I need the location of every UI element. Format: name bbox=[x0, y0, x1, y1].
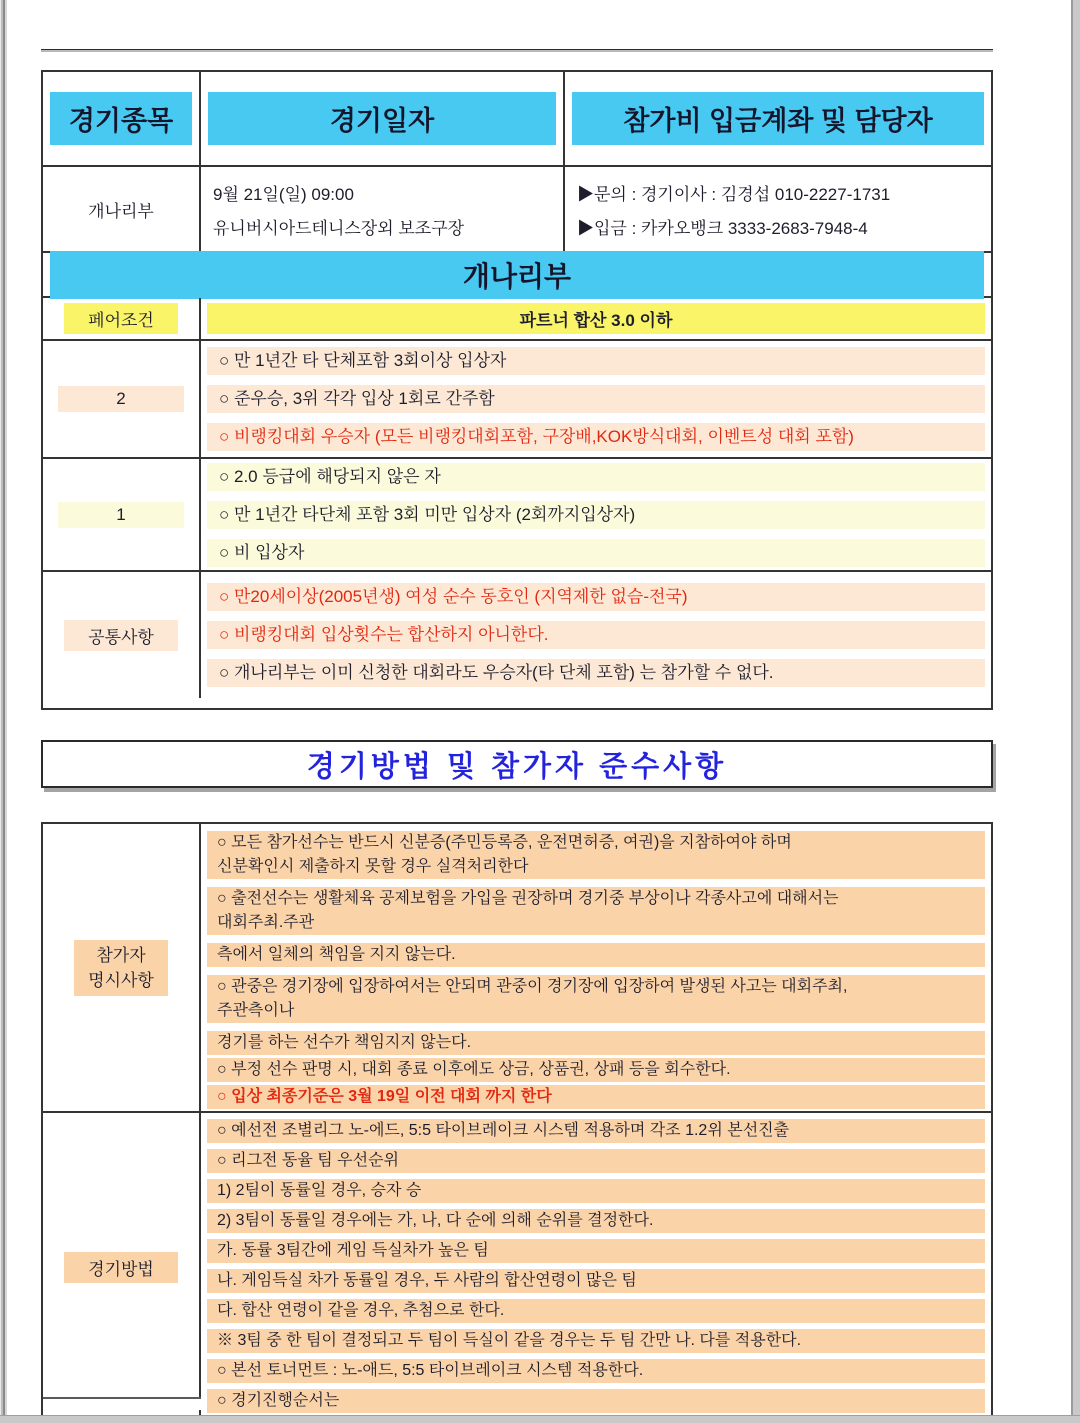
schedule-header-row bbox=[43, 72, 991, 165]
participant-line: ○ 모든 참가선수는 반드시 신분증(주민등록증, 운전면허증, 여권)을 지참하여야 하며 bbox=[207, 831, 985, 855]
contact-deposit: ▶입금 : 카카오뱅크 3333-2683-7948-4 bbox=[577, 218, 868, 238]
participant-lines-cell bbox=[199, 824, 991, 1111]
section-title: 경기방법 및 참가자 준수사항 bbox=[306, 750, 728, 783]
grade-2-label-cell bbox=[43, 341, 199, 457]
common-rules-item: ○ 개나리부는 이미 신청한 대회라도 우승자(타 단체 포함) 는 참가할 수 없다. bbox=[207, 659, 985, 687]
participant-line: ○ 부정 선수 판명 시, 대회 종료 이후에도 상금, 상품권, 상패 등을 회수한다. bbox=[207, 1058, 985, 1082]
header-fee-account bbox=[563, 72, 991, 165]
method-line: ※ 3팀 중 한 팀이 결정되고 두 팀이 득실이 같을 경우는 두 팀 간만 나. 다를 적용한다. bbox=[207, 1329, 985, 1353]
event-venue: 유니버시아드테니스장외 보조구장 bbox=[213, 218, 465, 238]
grade-2-label: 2 bbox=[58, 386, 183, 412]
match-method-label: 경기방법 bbox=[64, 1252, 178, 1283]
pair-condition-value: 파트너 합산 3.0 이하 bbox=[207, 303, 985, 334]
page-cut-line bbox=[43, 1397, 201, 1410]
grade-1-row bbox=[43, 457, 991, 570]
page-edge-right bbox=[1071, 0, 1080, 1423]
match-method-row bbox=[43, 1111, 991, 1421]
rules-table bbox=[41, 822, 993, 1423]
method-line: 다. 합산 연령이 같을 경우, 추첨으로 한다. bbox=[207, 1299, 985, 1323]
pair-condition-label-cell bbox=[43, 298, 199, 339]
grade-1-item: ○ 2.0 등급에 해당되지 않은 자 bbox=[207, 463, 985, 491]
common-rules-items-cell bbox=[199, 572, 991, 698]
common-rules-label: 공통사항 bbox=[64, 620, 178, 651]
method-line: ○ 예선전 조별리그 노-에드, 5:5 타이브레이크 시스템 적용하며 각조 1.2위 본선진출 bbox=[207, 1119, 985, 1143]
participant-line: 신분확인시 제출하지 못할 경우 실격처리한다 bbox=[207, 855, 985, 879]
grade-2-item: ○ 만 1년간 타 단체포함 3회이상 입상자 bbox=[207, 347, 985, 375]
division-cell: 개나리부 bbox=[88, 201, 154, 221]
method-line: ○ 경기진행순서는 bbox=[207, 1389, 985, 1413]
match-method-label-cell bbox=[43, 1113, 199, 1421]
participant-line: ○ 입상 최종기준은 3월 19일 이전 대회 까지 한다 bbox=[207, 1085, 985, 1109]
division-banner: 개나리부 bbox=[50, 251, 984, 299]
participant-line: 주관측이나 bbox=[207, 999, 985, 1023]
common-rules-row bbox=[43, 570, 991, 698]
contact-cell bbox=[563, 167, 991, 251]
participant-line: 측에서 일체의 책임을 지지 않는다. bbox=[207, 943, 985, 967]
header-fee-account-label: 참가비 입금계좌 및 담당자 bbox=[572, 92, 984, 145]
header-event-type-label: 경기종목 bbox=[50, 92, 192, 145]
method-line: 2) 3팀이 동률일 경우에는 가, 나, 다 순에 의해 순위를 결정한다. bbox=[207, 1209, 985, 1233]
participant-line: ○ 출전선수는 생활체육 공제보험을 가입을 권장하며 경기중 부상이나 각종사고에 대해서는 bbox=[207, 887, 985, 911]
method-line: 가. 동률 3팀간에 게임 득실차가 높은 팀 bbox=[207, 1239, 985, 1263]
grade-1-items-cell bbox=[199, 459, 991, 570]
header-event-date-label: 경기일자 bbox=[208, 92, 556, 145]
method-line: 1) 2팀이 동률일 경우, 승자 승 bbox=[207, 1179, 985, 1203]
participant-line: 경기를 하는 선수가 책임지지 않는다. bbox=[207, 1031, 985, 1055]
schedule-data-row bbox=[43, 165, 991, 251]
participant-rules-row bbox=[43, 824, 991, 1111]
date-venue-cell bbox=[199, 167, 563, 251]
page-edge-left bbox=[0, 0, 9, 1423]
grade-1-item: ○ 만 1년간 타단체 포함 3회 미만 입상자 (2회까지입상자) bbox=[207, 501, 985, 529]
pair-condition-value-cell bbox=[199, 298, 991, 339]
grade-1-label-cell bbox=[43, 459, 199, 570]
grade-1-item: ○ 비 입상자 bbox=[207, 539, 985, 567]
common-rules-item: ○ 만20세이상(2005년생) 여성 순수 동호인 (지역제한 없슴-전국) bbox=[207, 583, 985, 611]
common-rules-label-cell bbox=[43, 572, 199, 698]
participant-label-cell bbox=[43, 824, 199, 1111]
header-event-date bbox=[199, 72, 563, 165]
participant-line: ○ 관중은 경기장에 입장하여서는 안되며 관중이 경기장에 입장하여 발생된 사고는 대회주최, bbox=[207, 975, 985, 999]
viewer-bottom-edge bbox=[0, 1415, 1080, 1423]
schedule-table bbox=[41, 70, 993, 710]
division-banner-row bbox=[43, 251, 991, 296]
contact-inquiry: ▶문의 : 경기이사 : 김경섭 010-2227-1731 bbox=[577, 184, 891, 204]
header-event-type bbox=[43, 72, 199, 165]
section-title-box bbox=[41, 740, 993, 788]
match-method-lines-cell bbox=[199, 1113, 991, 1421]
top-horizontal-rule bbox=[41, 49, 993, 52]
method-line: 나. 게임득실 차가 동률일 경우, 두 사람의 합산연령이 많은 팀 bbox=[207, 1269, 985, 1293]
grade-2-row bbox=[43, 339, 991, 457]
event-time: 9월 21일(일) 09:00 bbox=[213, 184, 354, 204]
pair-condition-row bbox=[43, 296, 991, 339]
participant-line: 대회주최.주관 bbox=[207, 911, 985, 935]
grade-1-label: 1 bbox=[58, 502, 183, 528]
method-line: ○ 본선 토너먼트 : 노-애드, 5:5 타이브레이크 시스템 적용한다. bbox=[207, 1359, 985, 1383]
grade-2-item: ○ 준우승, 3위 각각 입상 1회로 간주함 bbox=[207, 385, 985, 413]
common-rules-item: ○ 비랭킹대회 입상횟수는 합산하지 아니한다. bbox=[207, 621, 985, 649]
method-line: ○ 리그전 동율 팀 우선순위 bbox=[207, 1149, 985, 1173]
grade-2-items-cell bbox=[199, 341, 991, 457]
pair-condition-label: 페어조건 bbox=[64, 303, 178, 334]
participant-label: 참가자 명시사항 bbox=[74, 940, 168, 996]
grade-2-item: ○ 비랭킹대회 우승자 (모든 비랭킹대회포함, 구장배,KOK방식대회, 이벤트성 대회 포함) bbox=[207, 423, 985, 451]
